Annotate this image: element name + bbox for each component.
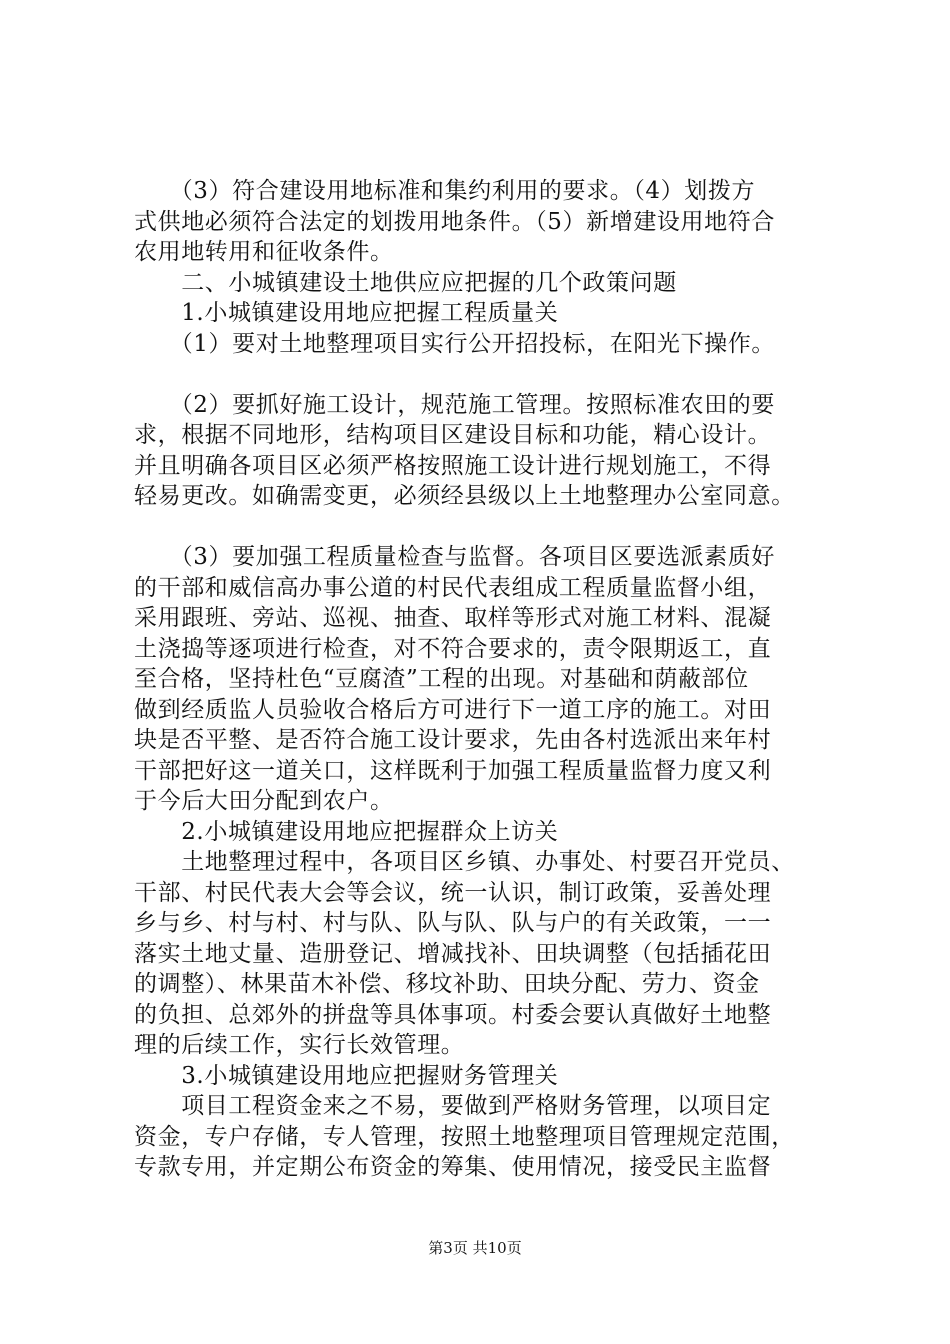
text-line: 于今后大田分配到农户。 [134,788,394,814]
text-line: （3）符合建设用地标准和集约利用的要求。（4）划拨方 [134,178,756,204]
text-line: 二、小城镇建设土地供应应把握的几个政策问题 [134,269,677,296]
text-line: 采用跟班、旁站、巡视、抽查、取样等形式对施工材料、混凝 [134,605,772,631]
text-line: 干部、村民代表大会等会议，统一认识，制订政策，妥善处理 [134,879,772,906]
text-line: 块是否平整、是否符合施工设计要求，先由各村选派出来年村 [134,727,772,753]
text-line: （1）要对土地整理项目实行公开招投标，在阳光下操作。 [134,330,775,357]
paragraph-gap [134,512,834,543]
text-line: 求，根据不同地形，结构项目区建设目标和功能，精心设计。 [134,422,772,448]
text-line: 乡与乡、村与村、村与队、队与队、队与户的有关政策，一一 [134,910,772,936]
body-text [134,176,834,1183]
text-line: 的干部和威信高办事公道的村民代表组成工程质量监督小组， [134,574,772,601]
text-line: 理的后续工作，实行长效管理。 [134,1032,465,1058]
text-line: 1.小城镇建设用地应把握工程质量关 [134,300,559,326]
text-line: 2.小城镇建设用地应把握群众上访关 [134,818,559,845]
text-line: 资金，专户存储，专人管理，按照土地整理项目管理规定范围， [134,1123,795,1150]
text-line: 并且明确各项目区必须严格按照施工设计进行规划施工，不得 [134,452,772,479]
text-line: 的负担、总郊外的拼盘等具体事项。村委会要认真做好土地整 [134,1001,772,1028]
text-line: （3）要加强工程质量检查与监督。各项目区要选派素质好 [134,544,775,570]
text-line: （2）要抓好施工设计，规范施工管理。按照标准农田的要 [134,391,775,418]
text-line: 项目工程资金来之不易，要做到严格财务管理，以项目定 [134,1093,772,1119]
text-line: 式供地必须符合法定的划拨用地条件。（5）新增建设用地符合 [134,208,775,235]
paragraph-gap [134,359,834,390]
text-line: 农用地转用和征收条件。 [134,239,394,265]
text-line: 至合格，坚持杜色“豆腐渣”工程的出现。对基础和荫蔽部位 [134,666,749,692]
text-line: 干部把好这一道关口，这样既利于加强工程质量监督力度又利 [134,757,772,784]
text-line: 轻易更改。如确需变更，必须经县级以上土地整理办公室同意。 [134,483,795,509]
text-line: 做到经质监人员验收合格后方可进行下一道工序的施工。对田 [134,696,772,723]
page-footer: 第3页 共10页 [428,1239,522,1257]
text-line: 的调整）、林果苗木补偿、移坟补助、田块分配、劳力、资金 [134,971,760,997]
text-line: 土地整理过程中，各项目区乡镇、办事处、村要召开党员、 [134,849,795,875]
text-line: 专款专用，并定期公布资金的筹集、使用情况，接受民主监督 [134,1154,772,1180]
text-line: 3.小城镇建设用地应把握财务管理关 [134,1062,559,1089]
text-line: 土浇捣等逐项进行检查，对不符合要求的，责令限期返工，直 [134,635,772,662]
text-line: 落实土地丈量、造册登记、增减找补、田块调整（包括插花田 [134,940,772,967]
